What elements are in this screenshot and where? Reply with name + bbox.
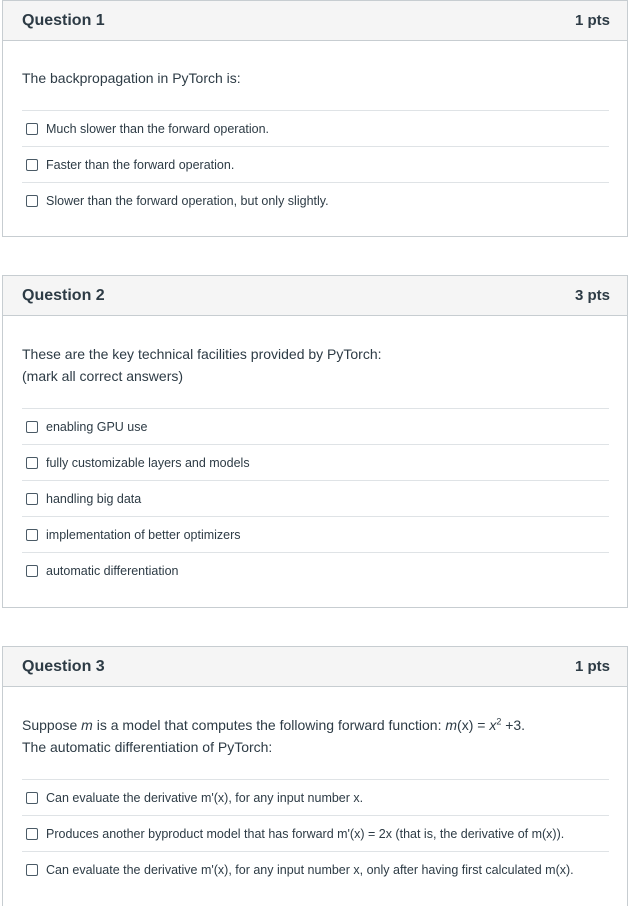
- answer-option[interactable]: [22, 111, 609, 147]
- answer-label: enabling GPU use: [46, 419, 148, 434]
- checkbox[interactable]: [26, 792, 38, 804]
- answer-label: Can evaluate the derivative m'(x), for any input number x, only after having first calculated m(x).: [46, 862, 574, 877]
- checkbox[interactable]: [26, 565, 38, 577]
- answer-label: Faster than the forward operation.: [46, 157, 235, 172]
- question-1: [2, 0, 628, 237]
- question-header: [3, 647, 627, 687]
- question-body: [3, 41, 627, 218]
- question-points: 1 pts: [574, 658, 610, 675]
- question-header: [3, 1, 627, 41]
- question-title: Question 3: [22, 657, 105, 675]
- checkbox[interactable]: [26, 864, 38, 876]
- question-body: [3, 316, 627, 588]
- answer-option[interactable]: [22, 517, 609, 553]
- question-points: 1 pts: [574, 12, 610, 29]
- answer-option[interactable]: [22, 445, 609, 481]
- question-title: Question 1: [22, 11, 105, 29]
- checkbox[interactable]: [26, 195, 38, 207]
- answer-label: Slower than the forward operation, but only slightly.: [46, 193, 329, 208]
- answer-option[interactable]: [22, 780, 609, 816]
- question-text-line: These are the key technical facilities provided by PyTorch:: [22, 346, 382, 362]
- answer-label: fully customizable layers and models: [46, 455, 250, 470]
- checkbox[interactable]: [26, 123, 38, 135]
- answer-option[interactable]: [22, 553, 609, 588]
- question-3: [2, 646, 628, 906]
- question-text: [22, 316, 609, 408]
- answer-list: [22, 408, 609, 588]
- question-header: [3, 276, 627, 316]
- answer-list: [22, 110, 609, 218]
- question-text-line: The automatic differentiation of PyTorch:: [22, 739, 273, 755]
- answer-option[interactable]: [22, 816, 609, 852]
- answer-label: Can evaluate the derivative m'(x), for any input number x.: [46, 790, 364, 805]
- question-points: 3 pts: [574, 287, 610, 304]
- question-text: [22, 687, 609, 779]
- checkbox[interactable]: [26, 159, 38, 171]
- answer-list: [22, 779, 609, 887]
- answer-label: Produces another byproduct model that has forward m'(x) = 2x (that is, the derivative of m(x)).: [46, 826, 565, 841]
- checkbox[interactable]: [26, 828, 38, 840]
- question-text-line: The backpropagation in PyTorch is:: [22, 70, 241, 86]
- answer-label: Much slower than the forward operation.: [46, 121, 270, 136]
- answer-option[interactable]: [22, 409, 609, 445]
- answer-option[interactable]: [22, 481, 609, 517]
- checkbox[interactable]: [26, 493, 38, 505]
- answer-label: automatic differentiation: [46, 563, 179, 578]
- answer-option[interactable]: [22, 852, 609, 887]
- checkbox[interactable]: [26, 529, 38, 541]
- question-title: Question 2: [22, 286, 105, 304]
- question-text: [22, 41, 609, 110]
- checkbox[interactable]: [26, 421, 38, 433]
- question-text-line: Suppose m is a model that computes the following forward function: $m(x) = x^2 +3$.: [22, 716, 526, 733]
- answer-label: handling big data: [46, 491, 142, 506]
- question-2: [2, 275, 628, 608]
- question-body: [3, 687, 627, 887]
- question-text-line: (mark all correct answers): [22, 368, 184, 384]
- answer-option[interactable]: [22, 147, 609, 183]
- answer-label: implementation of better optimizers: [46, 527, 241, 542]
- checkbox[interactable]: [26, 457, 38, 469]
- answer-option[interactable]: [22, 183, 609, 218]
